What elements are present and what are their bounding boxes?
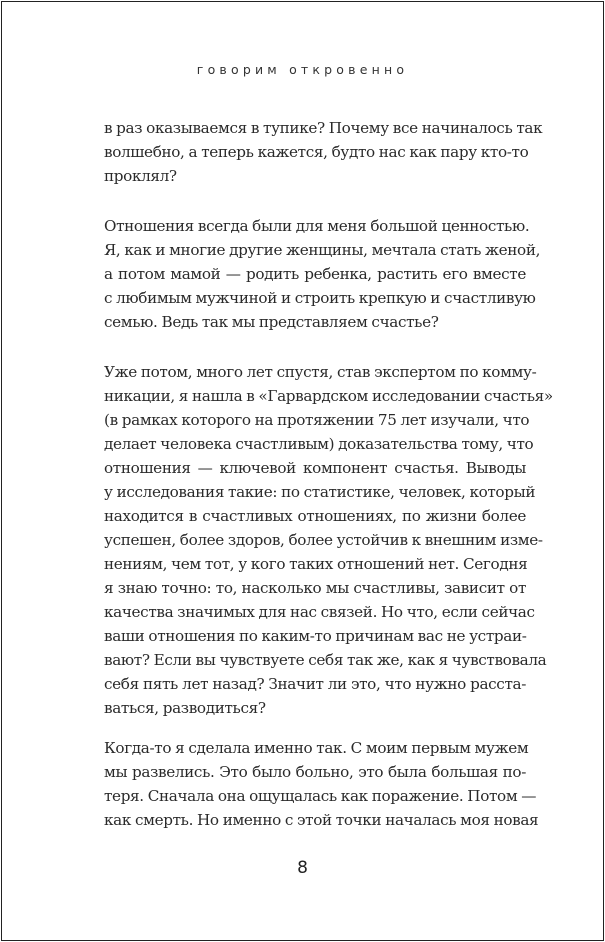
text-line: отношения — ключевой компонент счастья. Выводы (104, 459, 526, 477)
text-line: ваши отношения по каким-то причинам вас не устраи- (104, 627, 527, 645)
paragraph-2 (104, 214, 541, 334)
text-line: (в рамках которого на протяжении 75 лет изучали, что (104, 411, 530, 429)
text-line: находится в счастливых отношениях, по жизни более (104, 507, 526, 525)
text-line: как смерть. Но именно с этой точки началась моя новая (104, 811, 539, 829)
text-line: успешен, более здоров, более устойчив к внешним изме- (104, 531, 543, 549)
running-header: говорим откровенно (196, 62, 409, 77)
text-line: качества значимых для нас связей. Но что, если сейчас (104, 603, 535, 621)
text-line: Отношения всегда были для меня большой ценностью. (104, 217, 530, 235)
text-line: в раз оказываемся в тупике? Почему все начиналось так (104, 119, 543, 137)
paragraph-1 (104, 116, 543, 188)
text-line: Уже потом, много лет спустя, став экспертом по комму- (104, 363, 537, 381)
text-line: Когда-то я сделала именно так. С моим первым мужем (104, 739, 529, 757)
text-line: мы развелись. Это было больно, это была большая по- (104, 763, 526, 781)
text-line: ваться, разводиться? (104, 699, 266, 717)
text-line: а потом мамой — родить ребенка, растить его вместе (104, 265, 526, 283)
text-line: себя пять лет назад? Значит ли это, что нужно расста- (104, 675, 526, 693)
paragraph-4 (104, 736, 539, 832)
text-line: Я, как и многие другие женщины, мечтала стать женой, (104, 241, 541, 259)
text-line: у исследования такие: по статистике, человек, который (104, 483, 536, 501)
text-line: проклял? (104, 167, 177, 185)
text-line: с любимым мужчиной и строить крепкую и счастливую (104, 289, 536, 307)
text-line: никации, я нашла в «Гарвардском исследовании счастья» (104, 387, 553, 405)
text-line: волшебно, а теперь кажется, будто нас как пару кто-то (104, 143, 529, 161)
text-line: я знаю точно: то, насколько мы счастливы, зависит от (104, 579, 526, 597)
text-line: вают? Если вы чувствуете себя так же, как я чувствовала (104, 651, 547, 669)
text-line: семью. Ведь так мы представляем счастье? (104, 313, 439, 331)
page-number: 8 (297, 858, 308, 878)
paragraph-3 (104, 360, 553, 720)
text-line: нениям, чем тот, у кого таких отношений нет. Сегодня (104, 555, 528, 573)
text-line: делает человека счастливым) доказательства тому, что (104, 435, 534, 453)
text-line: теря. Сначала она ощущалась как поражение. Потом — (104, 787, 537, 805)
